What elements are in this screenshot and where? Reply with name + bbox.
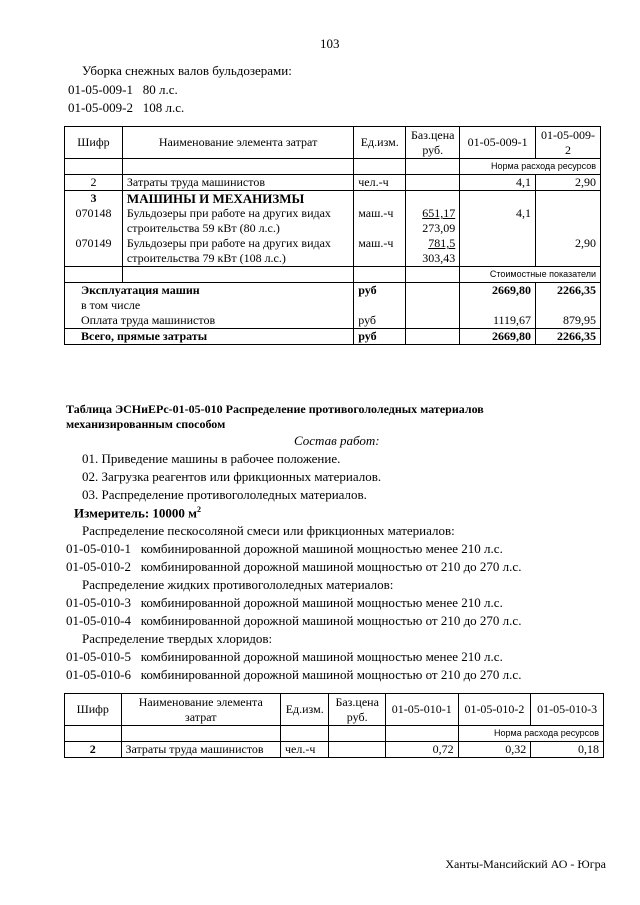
work-item: 01. Приведение машины в рабочее положение. [82,451,341,466]
cost-name-cell: Оплата труда машинистов [65,313,354,329]
price-cell: 303,43 [422,251,456,265]
item-code: 01-05-010-6 [66,667,131,682]
value-cell: 0,72 [385,742,458,758]
table-title-continuation: механизированным способом [66,417,226,431]
group-item [66,613,521,629]
table-header-row [65,127,601,159]
value-cell: 879,95 [536,313,601,329]
unit-cell: руб [354,313,406,329]
code-cell: 070149 [65,236,123,267]
value-cell: 4,1 [516,206,532,220]
cost-caption: Стоимостные показатели [460,267,601,283]
item-code: 01-05-009-2 [68,100,133,115]
group-item [66,559,521,575]
section1-item [68,100,184,116]
table-row [65,191,601,237]
unit-cell: чел.-ч [280,742,328,758]
header-cell: Шифр [65,127,123,159]
section1-title: Уборка снежных валов бульдозерами: [82,63,292,78]
work-item: 02. Загрузка реагентов или фрикционных материалов. [82,469,382,484]
item-text: комбинированной дорожной машиной мощностью от 210 до 270 л.с. [140,559,522,574]
table-row [65,283,601,299]
header-cell: Наименование элемента затрат [121,694,280,726]
table-row [65,175,601,191]
header-cell: 01-05-010-3 [531,694,604,726]
resource-table-2 [64,693,604,758]
code-cell: 070148 [75,206,112,220]
item-code: 01-05-010-5 [66,649,131,664]
meter-line [74,505,201,521]
value-cell: 0,32 [458,742,531,758]
caption-row [65,726,604,742]
meter-superscript: 2 [197,505,202,514]
header-cell: Ед.изм. [354,127,406,159]
unit-cell: чел.-ч [354,175,406,191]
footer-region: Ханты-Мансийский АО - Югра [445,857,606,871]
name-cell: строительства 59 кВт (80 л.с.) [126,221,280,235]
item-text: 80 л.с. [142,82,178,97]
value-cell: 0,18 [531,742,604,758]
table-header-row [65,694,604,726]
unit-cell: руб [354,283,406,299]
item-text: комбинированной дорожной машиной мощностью от 210 до 270 л.с. [140,667,522,682]
group-item [66,541,503,557]
table-row [65,329,601,345]
cost-name-cell: Всего, прямые затраты [65,329,354,345]
price-cell: 273,09 [422,221,456,235]
work-item: 03. Распределение противогололедных материалов. [82,487,367,502]
group-heading: Распределение твердых хлоридов: [82,631,273,646]
table-row [65,236,601,267]
table-title: Таблица ЭСНиЕРс-01-05-010 Распределение противогололедных материалов [66,402,484,416]
item-text: комбинированной дорожной машиной мощностью менее 210 л.с. [140,649,503,664]
caption-row [65,159,601,175]
value-cell: 2669,80 [460,283,536,299]
cost-name-cell: в том числе [65,298,354,313]
value-cell: 2,90 [536,236,601,267]
header-cell: Наименование элемента затрат [122,127,353,159]
unit-cell: маш.-ч [354,236,406,267]
header-cell: 01-05-009-2 [536,127,601,159]
value-cell: 2,90 [536,175,601,191]
value-cell: 1119,67 [460,313,536,329]
header-cell: Ед.изм. [280,694,328,726]
group-item [66,595,503,611]
value-cell: 2266,35 [536,283,601,299]
group-heading: Распределение пескосоляной смеси или фрикционных материалов: [82,523,455,538]
norm-caption: Норма расхода ресурсов [458,726,603,742]
header-cell: 01-05-010-2 [458,694,531,726]
header-cell: 01-05-009-1 [460,127,536,159]
group-item [66,649,503,665]
meter-text: Измеритель: 10000 м [74,505,198,521]
norm-caption: Норма расхода ресурсов [460,159,601,175]
table-row [65,742,604,758]
value-cell: 2266,35 [536,329,601,345]
value-cell: 4,1 [460,175,536,191]
caption-row [65,267,601,283]
header-cell: Баз.цена руб. [406,127,460,159]
section-heading-cell: МАШИНЫ И МЕХАНИЗМЫ [126,191,305,206]
name-cell: Затраты труда машинистов [121,742,280,758]
item-code: 01-05-010-1 [66,541,131,556]
value-cell: 2669,80 [460,329,536,345]
unit-cell: маш.-ч [358,206,394,220]
item-code: 01-05-010-4 [66,613,131,628]
item-code: 01-05-009-1 [68,82,133,97]
page-number: 103 [320,36,340,51]
cost-name-cell: Эксплуатация машин [65,283,354,299]
name-cell: строительства 79 кВт (108 л.с.) [126,251,286,265]
item-text: комбинированной дорожной машиной мощностью менее 210 л.с. [140,595,503,610]
table-row [65,298,601,313]
item-text: комбинированной дорожной машиной мощностью от 210 до 270 л.с. [140,613,522,628]
header-cell: 01-05-010-1 [385,694,458,726]
price-cell [329,742,386,758]
price-cell [406,175,460,191]
name-cell: Бульдозеры при работе на других видах [126,236,331,250]
item-code: 01-05-010-2 [66,559,131,574]
price-cell: 651,17 [422,206,456,220]
item-text: 108 л.с. [142,100,185,115]
item-code: 01-05-010-3 [66,595,131,610]
name-cell: Бульдозеры при работе на других видах [126,206,331,220]
work-heading: Состав работ: [294,433,380,448]
header-cell: Баз.цена руб. [329,694,386,726]
code-cell: 2 [65,175,123,191]
code-cell: 2 [65,742,122,758]
section1-item [68,82,178,98]
group-heading: Распределение жидких противогололедных материалов: [82,577,394,592]
value-cell [460,236,536,267]
unit-cell: руб [354,329,406,345]
price-cell: 781,5 [428,236,456,250]
resource-table-1 [64,126,601,345]
table-row [65,313,601,329]
header-cell: Шифр [65,694,122,726]
code-cell: 3 [90,191,97,205]
item-text: комбинированной дорожной машиной мощностью менее 210 л.с. [140,541,503,556]
group-item [66,667,521,683]
name-cell: Затраты труда машинистов [122,175,353,191]
